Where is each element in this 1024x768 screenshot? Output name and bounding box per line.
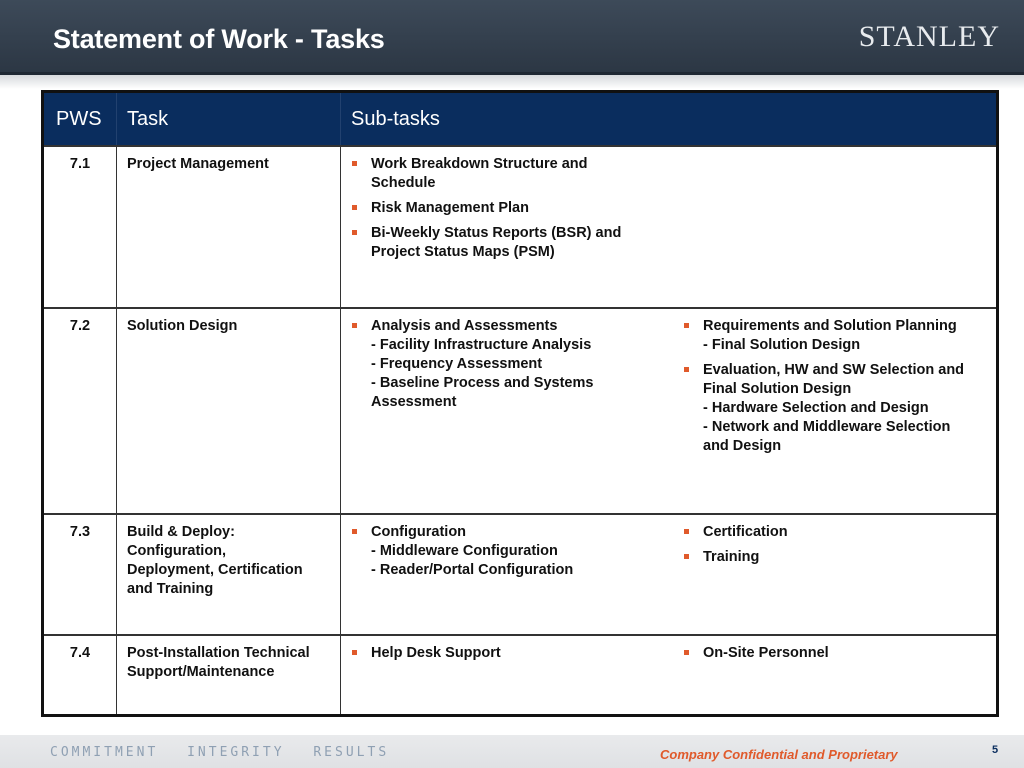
subtask-item: Work Breakdown Structure and Schedule (351, 155, 683, 193)
subtask-item: Configuration - Middleware Configuration - Reader/Portal Configuration (351, 523, 683, 580)
slide-header (0, 0, 1024, 75)
table-header-row (43, 92, 998, 147)
pws-number: 7.1 (43, 146, 117, 308)
subtask-item: Analysis and Assessments - Facility Infrastructure Analysis - Frequency Assessment - Baseline Process and Systems Assessment (351, 317, 683, 412)
subtasks-right-list (683, 644, 983, 669)
subtask-item: Evaluation, HW and SW Selection and Final Solution Design - Hardware Selection and Design - Network and Middleware Selection and Design (683, 361, 983, 456)
footer-tagline: COMMITMENT INTEGRITY RESULTS (50, 745, 390, 760)
stanley-logo: STANLEY (858, 20, 1000, 53)
task-name: Build & Deploy: Configuration, Deployment, Certification and Training (117, 514, 341, 635)
subtasks-left-list (351, 317, 683, 462)
subtask-item: Training (683, 548, 983, 567)
table-row (43, 146, 998, 308)
header-shadow (0, 75, 1024, 89)
subtask-item: Risk Management Plan (351, 199, 683, 218)
subtasks-cell (341, 514, 998, 635)
table-row (43, 308, 998, 514)
task-name: Post-Installation Technical Support/Maintenance (117, 635, 341, 716)
column-header-task: Task (117, 92, 341, 147)
pws-number: 7.4 (43, 635, 117, 716)
slide-title: Statement of Work - Tasks (53, 24, 385, 54)
subtasks-cell (341, 146, 998, 308)
subtasks-cell (341, 635, 998, 716)
column-header-pws: PWS (43, 92, 117, 147)
subtask-item: On-Site Personnel (683, 644, 983, 663)
subtasks-right-list (683, 317, 983, 462)
statement-of-work-table (41, 90, 999, 717)
subtasks-right-list (683, 523, 983, 586)
subtasks-left-list (351, 523, 683, 586)
subtask-item: Help Desk Support (351, 644, 683, 663)
subtask-item: Certification (683, 523, 983, 542)
page-number: 5 (992, 744, 999, 756)
task-name: Solution Design (117, 308, 341, 514)
subtasks-cell (341, 308, 998, 514)
subtasks-left-list (351, 644, 683, 669)
subtask-item: Requirements and Solution Planning - Final Solution Design (683, 317, 983, 355)
table-row (43, 635, 998, 716)
column-header-subtasks: Sub-tasks (341, 92, 998, 147)
confidential-notice: Company Confidential and Proprietary (660, 747, 898, 762)
subtask-item: Bi-Weekly Status Reports (BSR) and Project Status Maps (PSM) (351, 224, 683, 262)
task-name: Project Management (117, 146, 341, 308)
table-row (43, 514, 998, 635)
subtasks-left-list (351, 155, 683, 268)
slide-footer (0, 735, 1024, 768)
pws-number: 7.2 (43, 308, 117, 514)
pws-number: 7.3 (43, 514, 117, 635)
